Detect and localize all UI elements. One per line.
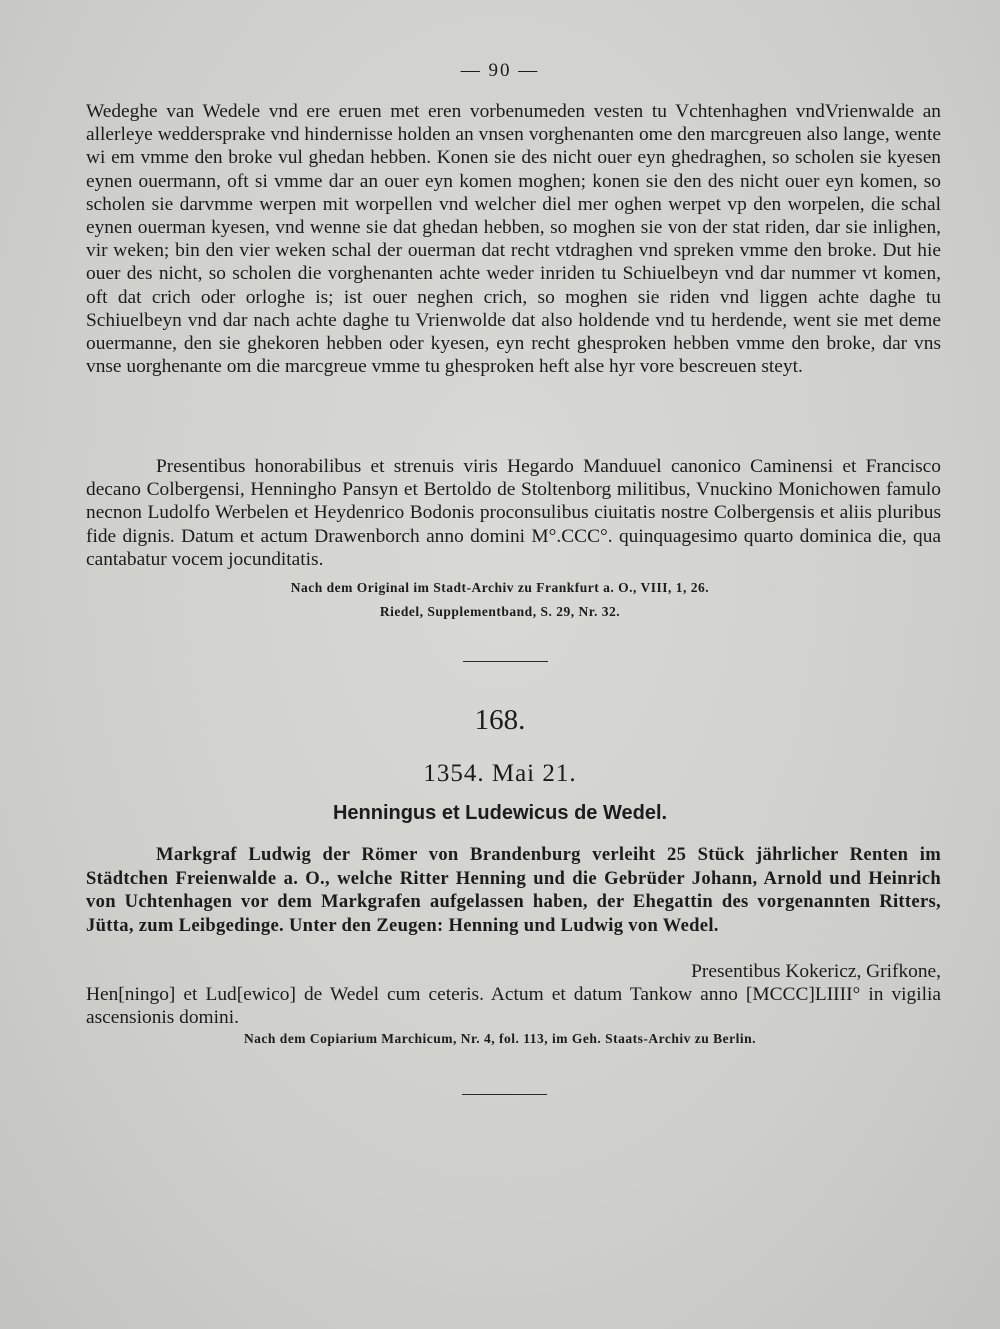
- end-divider: [462, 1094, 547, 1095]
- section-divider: [463, 661, 548, 662]
- source-note-copiarium: Nach dem Copiarium Marchicum, Nr. 4, fol. 113, im Geh. Staats-Archiv zu Berlin.: [243, 1031, 757, 1046]
- charter-text: Wedeghe van Wedele vnd ere eruen met eren vorbenumeden vesten tu Vchtenhaghen vndVrienwalde an allerleye weddersprake vnd hindernisse holden an vnsen vorghenanten ome den marcgreuen also lange, wente wi em vmme den broke vul ghedan hebben. Konen sie des nicht ouer eyn ghedraghen, so scholen sie kyesen eynen ouermann, oft si vmme dar an ouer eyn komen moghen; konen sie den des nicht ouer eyn komen, so scholen sie darvmme werpen mit worpellen vnd welcher diel mer oghen werpet vp den worpelen, die schal eynen ouerman kyesen, vnd wenne sie dat ghedan hebben, so moghen sie von der stat riden, dar sie inlighen, vir weken; bin den vier weken schal der ouerman dat recht vtdraghen vnd spreken vmme den broke. Dut hie ouer des nicht, so scholen die vorghenanten achte weder inriden tu Schiuelbeyn vnd dar nummer vt komen, oft dat crich oder orloghe is; ist ouer neghen crich, so moghen sie riden vnd liggen achte daghe tu Schiuelbeyn vnd dar nach achte daghe tu Vrienwolde dat also holdende vnd tu herdende, went sie met deme ouermanne, den sie ghekoren hebben oder kyesen, eyn recht ghesproken hebben vmme den broke, dar vns vnse uorghenante om die marcgreue vmme tu ghesproken heft alse hyr vore bescreuen steyt.: [86, 101, 941, 378]
- document-number: 168.: [474, 704, 526, 736]
- charter-text-paragraph: [86, 100, 941, 378]
- witness-body: Hen[ningo] et Lud[ewico] de Wedel cum ceteris. Actum et datum Tankow anno [MCCC]LIIII° in vigilia ascensionis domini.: [86, 984, 941, 1029]
- witness-block: [86, 960, 941, 1030]
- document-date: 1354. Mai 21.: [423, 760, 577, 787]
- regest-summary: [86, 843, 941, 937]
- witness-paragraph: [86, 455, 941, 571]
- witness-line: Presentibus Kokericz, Grifkone,: [691, 961, 941, 982]
- page-number: — 90 —: [460, 60, 540, 81]
- source-note-original: Nach dem Original im Stadt-Archiv zu Frankfurt a. O., VIII, 1, 26.: [290, 580, 710, 595]
- document-title: Henningus et Ludewicus de Wedel.: [332, 802, 668, 824]
- regest-text: Markgraf Ludwig der Römer von Brandenburg verleiht 25 Stück jährlicher Renten im Städtchen Freienwalde a. O., welche Ritter Henning und die Gebrüder Johann, Arnold und Heinrich von Uchtenhagen vor dem Markgrafen aufgelassen haben, der Ehegattin des vorgenannten Ritters, Jütta, zum Leibgedinge. Unter den Zeugen: Henning und Ludwig von Wedel.: [86, 844, 941, 936]
- witness-text: Presentibus honorabilibus et strenuis viris Hegardo Manduuel canonico Caminensi et Francisco decano Colbergensi, Henningho Pansyn et Bertoldo de Stoltenborg militibus, Vnuckino Monichowen famulo necnon Ludolfo Werbelen et Heydenrico Bodonis proconsulibus ciuitatis nostre Colbergensis et aliis pluribus fide dignis. Datum et actum Drawenborch anno domini M°.CCC°. quinquagesimo quarto dominica die, qua cantabatur vocem jocunditatis.: [86, 456, 941, 570]
- source-note-riedel: Riedel, Supplementband, S. 29, Nr. 32.: [379, 604, 621, 619]
